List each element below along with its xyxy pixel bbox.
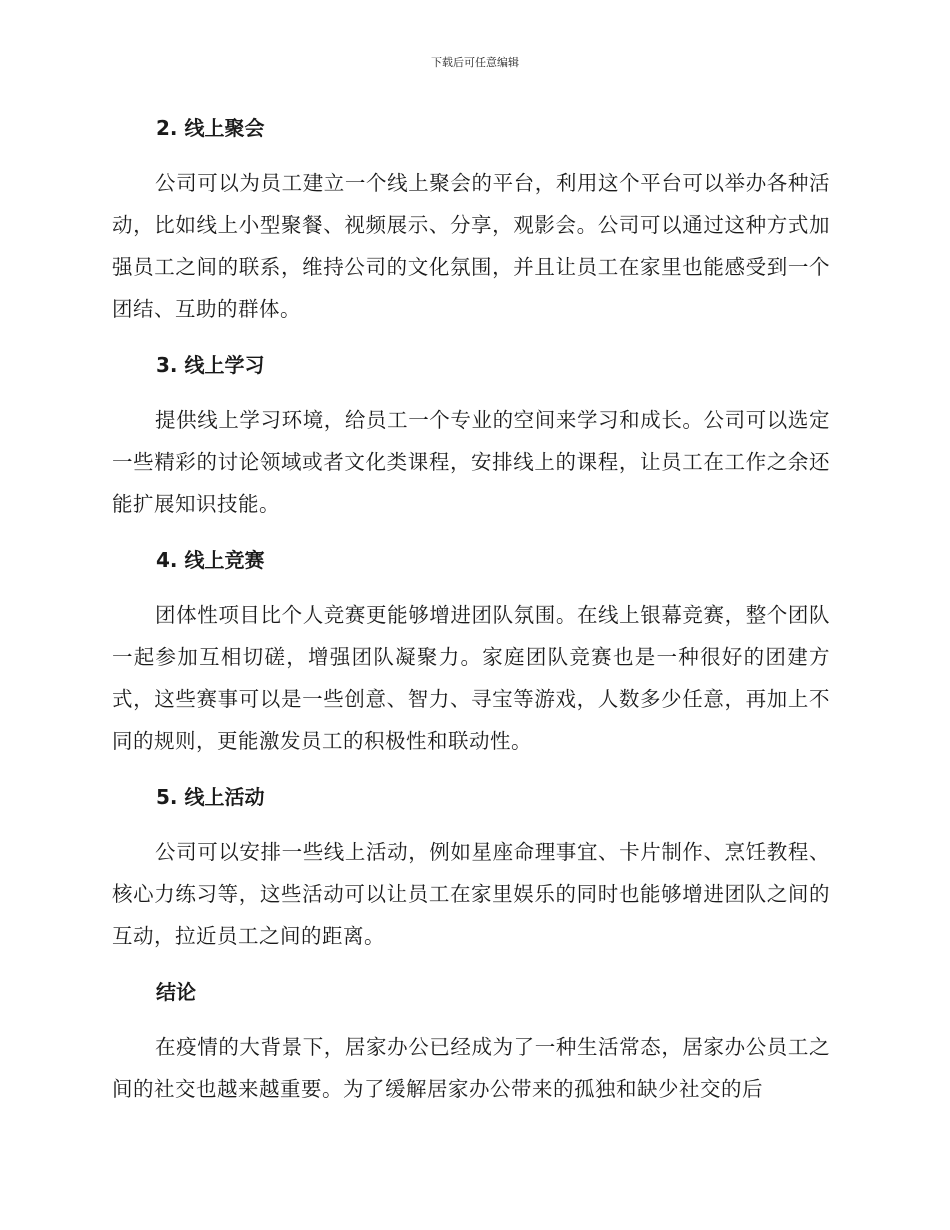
conclusion-paragraph: 在疫情的大背景下，居家办公已经成为了一种生活常态，居家办公员工之间的社交也越来越重要。为了缓解居家办公带来的孤独和缺少社交的后 — [112, 1035, 830, 1101]
page-header: 下载后可任意编辑 — [431, 56, 519, 69]
section-heading: 5. 线上活动 — [156, 785, 265, 809]
section-paragraph: 提供线上学习环境，给员工一个专业的空间来学习和成长。公司可以选定一些精彩的讨论领域或者文化类课程，安排线上的课程，让员工在工作之余还能扩展知识技能。 — [112, 408, 830, 516]
section-paragraph: 公司可以为员工建立一个线上聚会的平台，利用这个平台可以举办各种活动，比如线上小型聚餐、视频展示、分享，观影会。公司可以通过这种方式加强员工之间的联系，维持公司的文化氛围，并且让员工在家里也能感受到一个团结、互助的群体。 — [112, 171, 830, 321]
conclusion-heading: 结论 — [156, 980, 196, 1004]
document-body — [112, 108, 830, 1125]
section-heading: 3. 线上学习 — [156, 353, 265, 377]
section-paragraph: 公司可以安排一些线上活动，例如星座命理事宜、卡片制作、烹饪教程、核心力练习等，这些活动可以让员工在家里娱乐的同时也能够增进团队之间的互动，拉近员工之间的距离。 — [112, 840, 830, 948]
section-heading: 4. 线上竞赛 — [156, 548, 265, 572]
section-heading: 2. 线上聚会 — [156, 116, 265, 140]
section-paragraph: 团体性项目比个人竞赛更能够增进团队氛围。在线上银幕竞赛，整个团队一起参加互相切磋，增强团队凝聚力。家庭团队竞赛也是一种很好的团建方式，这些赛事可以是一些创意、智力、寻宝等游戏，人数多少任意，再加上不同的规则，更能激发员工的积极性和联动性。 — [112, 603, 830, 753]
